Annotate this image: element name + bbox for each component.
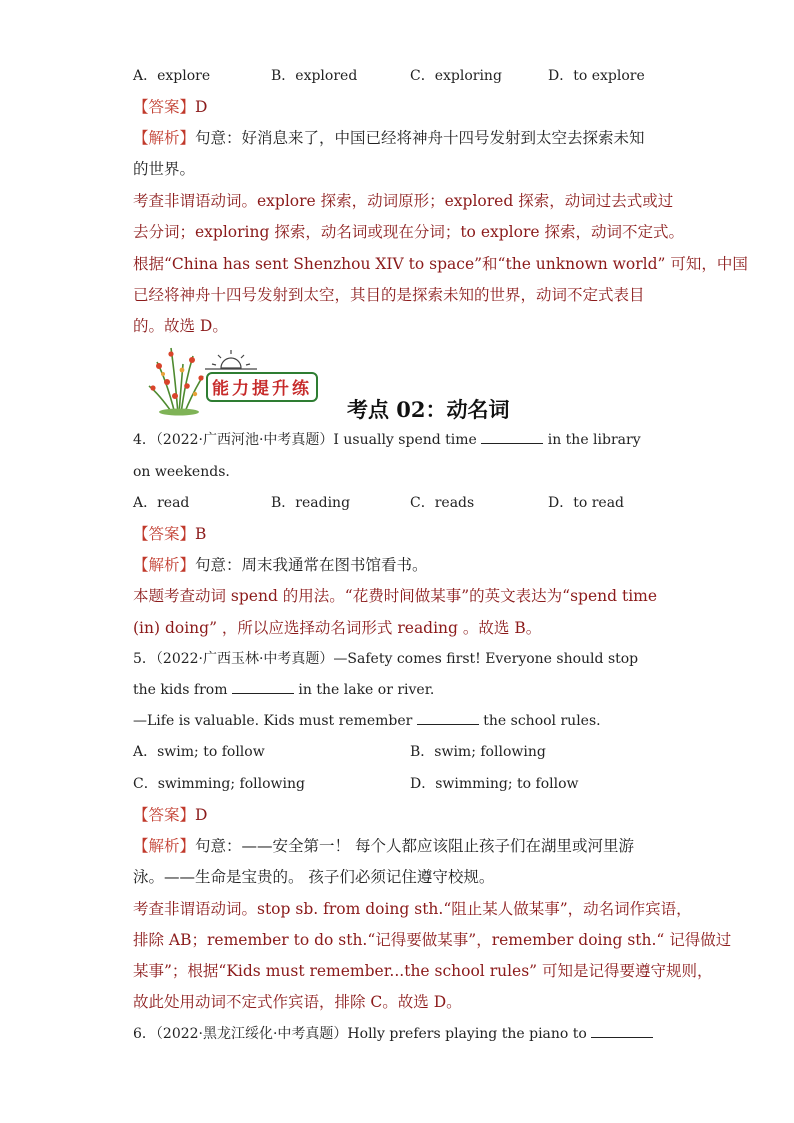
q3-analysis-line-7: 的。故选 D。 [133, 317, 228, 335]
q3-analysis-line-6: 已经将神舟十四号发射到太空，其目的是探索未知的世界，动词不定式表目 [133, 286, 645, 304]
q5-analysis-line-2: 泳。——生命是宝贵的。 孩子们必须记住遵守校规。 [133, 868, 495, 886]
section-badge: 能力提升练 [206, 372, 318, 402]
q3-analysis-line-2: 的世界。 [133, 160, 196, 178]
q5-option-c: C．swimming; following [133, 776, 305, 792]
q5-stem-line-2: the kids from in the lake or river. [133, 682, 435, 698]
answer-blank [591, 1025, 653, 1038]
q5-analysis-line-1: 【解析】句意：——安全第一！ 每个人都应该阻止孩子们在湖里或河里游 [133, 837, 634, 855]
q4-option-b: B．reading [271, 495, 351, 511]
q4-option-a: A．read [133, 495, 190, 511]
answer-value: D [195, 98, 208, 116]
q5-option-d: D．swimming; to follow [410, 776, 579, 792]
q3-option-d: D．to explore [548, 68, 645, 84]
q5-option-a: A．swim; to follow [133, 744, 265, 760]
q5-stem-line-3: —Life is valuable. Kids must remember the school rules. [133, 713, 601, 729]
q3-analysis-line-3: 考查非谓语动词。explore 探索，动词原形；explored 探索，动词过去式或过 [133, 192, 674, 210]
q4-option-c: C．reads [410, 495, 475, 511]
q6-stem-line-1: 6．（2022·黑龙江绥化·中考真题）Holly prefers playing the piano to [133, 1024, 653, 1044]
q3-answer [133, 97, 207, 117]
sun-icon [205, 350, 257, 369]
q3-analysis-line-4: 去分词；exploring 探索，动名词或现在分词；to explore 探索，动词不定式。 [133, 223, 684, 241]
answer-blank [417, 712, 479, 725]
q3-analysis-line-1: 【解析】句意：好消息来了，中国已经将神舟十四号发射到太空去探索未知 [133, 129, 645, 147]
q5-analysis-line-6: 故此处用动词不定式作宾语，排除 C。故选 D。 [133, 993, 462, 1011]
q4-answer: 【答案】B [133, 525, 207, 543]
q4-analysis-line-1: 【解析】句意：周末我通常在图书馆看书。 [133, 556, 428, 574]
q5-answer: 【答案】D [133, 806, 208, 824]
q3-analysis-line-5: 根据“China has sent Shenzhou XIV to space”和“the unknown world” 可知，中国 [133, 255, 748, 273]
q3-option-c: C．exploring [410, 68, 502, 84]
q4-analysis-line-2: 本题考查动词 spend 的用法。“花费时间做某事”的英文表达为“spend time [133, 587, 658, 605]
q5-option-b: B．swim; following [410, 744, 546, 760]
analysis-label: 【解析】 [133, 129, 196, 147]
q5-analysis-line-3: 考查非谓语动词。stop sb. from doing sth.“阻止某人做某事”，动名词作宾语， [133, 900, 692, 918]
q3-option-b: B．explored [271, 68, 358, 84]
section-title: 考点 02：动名词 [347, 397, 510, 422]
answer-blank [481, 431, 543, 444]
answer-blank [232, 681, 294, 694]
q4-option-d: D．to read [548, 495, 625, 511]
answer-label: 【答案】 [133, 98, 196, 116]
q4-stem-line-2: on weekends. [133, 464, 230, 480]
q5-stem-line-1: 5．（2022·广西玉林·中考真题）—Safety comes first! Everyone should stop [133, 651, 639, 667]
q3-option-a: A．explore [133, 68, 211, 84]
q4-stem-line-1: 4．（2022·广西河池·中考真题）I usually spend time in the library [133, 432, 641, 448]
q4-analysis-line-3: (in) doing” ，所以应选择动名词形式 reading 。故选 B。 [133, 619, 542, 637]
q5-analysis-line-5: 某事”；根据“Kids must remember...the school rules” 可知是记得要遵守规则， [133, 962, 713, 980]
q5-analysis-line-4: 排除 AB；remember to do sth.“记得要做某事”，remember doing sth.“ 记得做过 [133, 931, 732, 949]
